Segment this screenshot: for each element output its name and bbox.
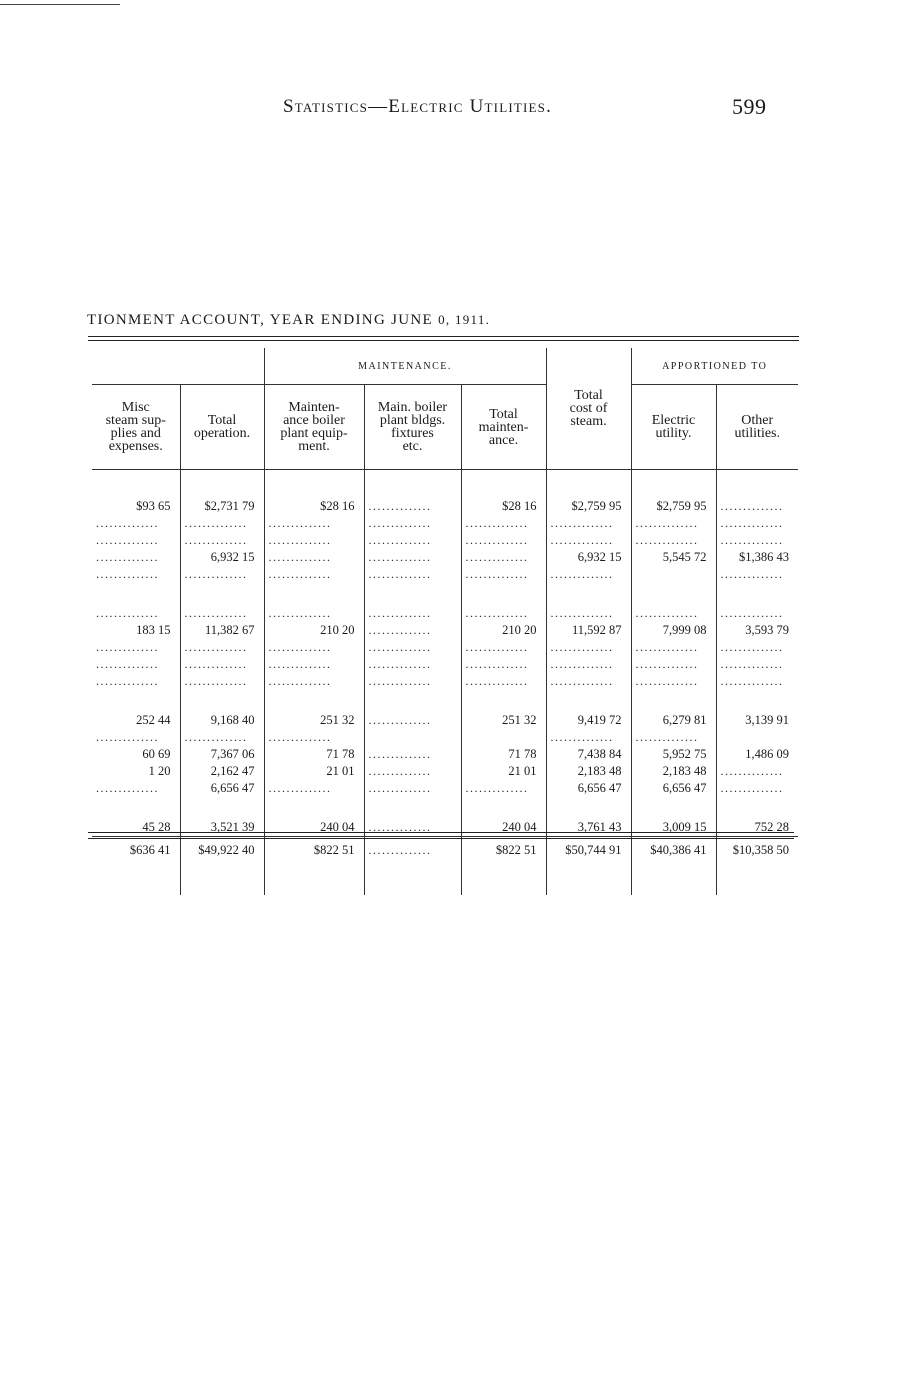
column-header-total-maintenance: Total mainten- ance. <box>461 385 546 470</box>
spacer-cell <box>461 470 546 499</box>
table-cell: 71 78 <box>461 746 546 763</box>
total-cell: .............. <box>364 837 461 870</box>
spacer-row <box>92 690 798 712</box>
table-row <box>92 639 798 656</box>
table-cell: 1,486 09 <box>716 746 798 763</box>
table-cell: $2,759 95 <box>631 498 716 515</box>
table-cell <box>461 729 546 746</box>
table-cell: 2,183 48 <box>546 763 631 780</box>
table-cell: 3,521 39 <box>180 819 264 837</box>
table-cell: 3,593 79 <box>716 622 798 639</box>
table-cell: .............. <box>461 532 546 549</box>
table-cell <box>716 729 798 746</box>
spacer-cell <box>716 470 798 499</box>
column-header-total-cost: Total cost of steam. <box>546 348 631 469</box>
table-cell: .............. <box>364 605 461 622</box>
table-title <box>87 312 490 329</box>
table-cell <box>631 690 716 712</box>
table-cell: .............. <box>716 605 798 622</box>
table-cell: .............. <box>546 729 631 746</box>
tail-cell <box>92 869 180 895</box>
table-cell: .............. <box>461 605 546 622</box>
table-cell: 3,139 91 <box>716 712 798 729</box>
table-cell: .............. <box>96 781 159 795</box>
table-cell: 6,656 47 <box>180 780 264 797</box>
table-cell: .............. <box>264 673 364 690</box>
table-cell: $28 16 <box>264 498 364 515</box>
table-cell: .............. <box>364 656 461 673</box>
table-cell: .............. <box>264 656 364 673</box>
table-cell: .............. <box>180 515 264 532</box>
spacer-cell <box>92 470 180 499</box>
table-cell: 9,419 72 <box>546 712 631 729</box>
page-number: 599 <box>732 94 767 119</box>
table-cell: .............. <box>461 656 546 673</box>
table-cell <box>546 797 631 819</box>
column-header-misc: Misc steam sup- plies and expenses. <box>105 400 166 454</box>
tail-cell <box>264 869 364 895</box>
table-cell: .............. <box>631 639 716 656</box>
table-cell: 251 32 <box>461 712 546 729</box>
table-cell: 45 28 <box>142 820 171 834</box>
table-cell <box>92 690 180 712</box>
table-row <box>92 605 798 622</box>
table-cell <box>546 690 631 712</box>
table-cell: .............. <box>180 639 264 656</box>
table-cell: 210 20 <box>264 622 364 639</box>
table-cell: .............. <box>180 673 264 690</box>
table-row <box>92 656 798 673</box>
totals-row <box>92 837 798 870</box>
table-cell: .............. <box>461 780 546 797</box>
table-cell: .............. <box>461 673 546 690</box>
table-cell <box>461 690 546 712</box>
table-cell: .............. <box>96 657 159 671</box>
table-cell: .............. <box>631 673 716 690</box>
column-header-maint-buildings: Main. boiler plant bldgs. fixtures etc. <box>364 385 461 470</box>
table-row <box>92 549 798 566</box>
table-cell: 21 01 <box>461 763 546 780</box>
table-cell: .............. <box>716 498 798 515</box>
table-row <box>92 532 798 549</box>
total-cell: $50,744 91 <box>546 837 631 870</box>
table-cell: .............. <box>546 532 631 549</box>
table-cell: 183 15 <box>136 623 171 637</box>
table-top-rule-inner <box>88 340 799 341</box>
spacer-row <box>92 797 798 819</box>
table-cell: 6,932 15 <box>546 549 631 566</box>
table-cell: .............. <box>631 656 716 673</box>
table-cell: .............. <box>264 729 364 746</box>
table-cell <box>631 566 716 583</box>
table-cell: 71 78 <box>264 746 364 763</box>
table-cell: 252 44 <box>136 713 171 727</box>
table-cell: 3,761 43 <box>546 819 631 837</box>
table-cell: 6,932 15 <box>180 549 264 566</box>
header-blank-left <box>92 348 264 385</box>
column-header-total-operation: Total operation. <box>180 385 264 470</box>
table-cell: .............. <box>716 515 798 532</box>
table-cell: 60 69 <box>142 747 171 761</box>
table-cell: .............. <box>264 549 364 566</box>
table-cell <box>364 690 461 712</box>
table-cell: .............. <box>631 729 716 746</box>
table-cell: .............. <box>546 515 631 532</box>
table-cell: 11,592 87 <box>546 622 631 639</box>
table-cell: $1,386 43 <box>716 549 798 566</box>
table-cell: 7,367 06 <box>180 746 264 763</box>
table-cell: .............. <box>364 639 461 656</box>
table-cell: 6,279 81 <box>631 712 716 729</box>
table-cell <box>264 690 364 712</box>
table-cell <box>364 583 461 605</box>
table-cell: .............. <box>96 550 159 564</box>
table-cell: .............. <box>716 639 798 656</box>
table-cell: .............. <box>264 515 364 532</box>
table-cell: 1 20 <box>148 764 171 778</box>
table-cell: .............. <box>364 780 461 797</box>
spacer-row <box>92 583 798 605</box>
table-cell: .............. <box>180 729 264 746</box>
table-cell: 752 28 <box>716 819 798 837</box>
table-cell <box>180 797 264 819</box>
table-cell: 11,382 67 <box>180 622 264 639</box>
table-cell: .............. <box>264 780 364 797</box>
tail-cell <box>461 869 546 895</box>
table-cell: .............. <box>461 566 546 583</box>
table-cell: .............. <box>716 566 798 583</box>
table-cell: .............. <box>716 780 798 797</box>
table-cell <box>716 583 798 605</box>
total-cell: $40,386 41 <box>631 837 716 870</box>
table-cell: 251 32 <box>264 712 364 729</box>
table-cell: .............. <box>364 746 461 763</box>
table-cell: .............. <box>96 640 159 654</box>
table-cell: 210 20 <box>461 622 546 639</box>
table-cell: .............. <box>364 532 461 549</box>
table-row <box>92 780 798 797</box>
table-cell <box>716 797 798 819</box>
table-cell: .............. <box>96 606 159 620</box>
table-cell: .............. <box>364 549 461 566</box>
table-cell: .............. <box>264 532 364 549</box>
table-cell: $2,759 95 <box>546 498 631 515</box>
table-row <box>92 712 798 729</box>
table-row <box>92 673 798 690</box>
tail-cell <box>180 869 264 895</box>
table-cell: .............. <box>96 730 159 744</box>
table-cell: .............. <box>264 605 364 622</box>
table-bottom-rule <box>88 832 794 833</box>
table-cell: .............. <box>631 532 716 549</box>
table-cell: .............. <box>546 605 631 622</box>
spacer-cell <box>180 470 264 499</box>
table-cell <box>631 797 716 819</box>
table-cell: .............. <box>96 516 159 530</box>
table-cell <box>92 583 180 605</box>
table-cell: .............. <box>716 532 798 549</box>
table-cell: .............. <box>364 622 461 639</box>
table-cell: .............. <box>364 763 461 780</box>
table-cell: $93 65 <box>136 499 171 513</box>
table-cell: .............. <box>96 674 159 688</box>
table-cell: .............. <box>364 712 461 729</box>
table-cell <box>716 690 798 712</box>
header-spacer-row <box>92 470 798 499</box>
table-cell: .............. <box>364 515 461 532</box>
table-cell <box>364 797 461 819</box>
total-cell: $822 51 <box>461 837 546 870</box>
table-body <box>92 498 798 837</box>
tail-cell <box>546 869 631 895</box>
table-cell: .............. <box>180 605 264 622</box>
table-title-year: 0, 1911. <box>438 312 491 327</box>
table-cell: 6,656 47 <box>546 780 631 797</box>
table-cell: 7,999 08 <box>631 622 716 639</box>
total-cell: $49,922 40 <box>180 837 264 870</box>
table-cell: .............. <box>546 673 631 690</box>
tail-cell <box>716 869 798 895</box>
table-cell: .............. <box>180 656 264 673</box>
table-head <box>92 348 798 498</box>
table-cell: .............. <box>264 566 364 583</box>
table-cell: .............. <box>461 639 546 656</box>
table-cell: .............. <box>264 639 364 656</box>
table-cell: .............. <box>364 673 461 690</box>
table-cell: .............. <box>546 656 631 673</box>
table-cell: .............. <box>546 639 631 656</box>
running-head: Statistics—Electric Utilities. <box>283 96 553 117</box>
column-header-maint-equipment: Mainten- ance boiler plant equip- ment. <box>264 385 364 470</box>
table-cell: 240 04 <box>264 819 364 837</box>
table-tail-row <box>92 869 798 895</box>
table-cell: .............. <box>716 763 798 780</box>
table-cell: .............. <box>364 819 461 837</box>
table-cell: .............. <box>716 673 798 690</box>
column-header-other: Other utilities. <box>716 385 798 470</box>
table-cell <box>461 583 546 605</box>
table-cell <box>461 797 546 819</box>
table-row <box>92 515 798 532</box>
table-cell: .............. <box>180 566 264 583</box>
table-cell: .............. <box>461 549 546 566</box>
table-row <box>92 729 798 746</box>
table-cell: 6,656 47 <box>631 780 716 797</box>
tail-cell <box>364 869 461 895</box>
group-header-maintenance: MAINTENANCE. <box>264 348 546 385</box>
table-cell <box>264 797 364 819</box>
table-bottom-rule-inner <box>88 838 794 839</box>
table-cell: 21 01 <box>264 763 364 780</box>
table-cell <box>92 797 180 819</box>
table-cell: .............. <box>461 515 546 532</box>
table-cell: .............. <box>631 515 716 532</box>
table-cell: .............. <box>96 567 159 581</box>
table-cell: $28 16 <box>461 498 546 515</box>
table-cell <box>364 729 461 746</box>
table-cell: .............. <box>364 498 461 515</box>
table-cell: 240 04 <box>461 819 546 837</box>
table-row <box>92 622 798 639</box>
table-cell: .............. <box>631 605 716 622</box>
table-cell: 9,168 40 <box>180 712 264 729</box>
table-cell: 2,162 47 <box>180 763 264 780</box>
spacer-cell <box>546 470 631 499</box>
table-row <box>92 819 798 837</box>
spacer-cell <box>631 470 716 499</box>
table-title-text: TIONMENT ACCOUNT, YEAR ENDING JUNE <box>87 312 433 328</box>
total-cell: $636 41 <box>92 837 180 870</box>
table-cell <box>264 583 364 605</box>
table-cell: 5,545 72 <box>631 549 716 566</box>
table-row <box>92 746 798 763</box>
total-cell: $822 51 <box>264 837 364 870</box>
table-row <box>92 763 798 780</box>
table-cell: .............. <box>180 532 264 549</box>
table-cell: .............. <box>716 656 798 673</box>
top-edge-rule <box>0 4 120 5</box>
table-cell: 3,009 15 <box>631 819 716 837</box>
table-cell: .............. <box>546 566 631 583</box>
table-row <box>92 566 798 583</box>
table-cell: $2,731 79 <box>180 498 264 515</box>
table-row <box>92 498 798 515</box>
table-cell <box>546 583 631 605</box>
table-cell: 2,183 48 <box>631 763 716 780</box>
statistics-table <box>92 348 798 895</box>
tail-cell <box>631 869 716 895</box>
table-cell <box>180 583 264 605</box>
table-cell: .............. <box>364 566 461 583</box>
column-header-electric: Electric utility. <box>631 385 716 470</box>
spacer-cell <box>264 470 364 499</box>
table-cell <box>631 583 716 605</box>
spacer-cell <box>364 470 461 499</box>
table-foot <box>92 837 798 896</box>
table-cell: 5,952 75 <box>631 746 716 763</box>
group-header-apportioned: APPORTIONED TO <box>631 348 798 385</box>
table-cell: .............. <box>96 533 159 547</box>
table-top-rule <box>88 336 799 337</box>
total-cell: $10,358 50 <box>716 837 798 870</box>
table-cell <box>180 690 264 712</box>
table-cell: 7,438 84 <box>546 746 631 763</box>
